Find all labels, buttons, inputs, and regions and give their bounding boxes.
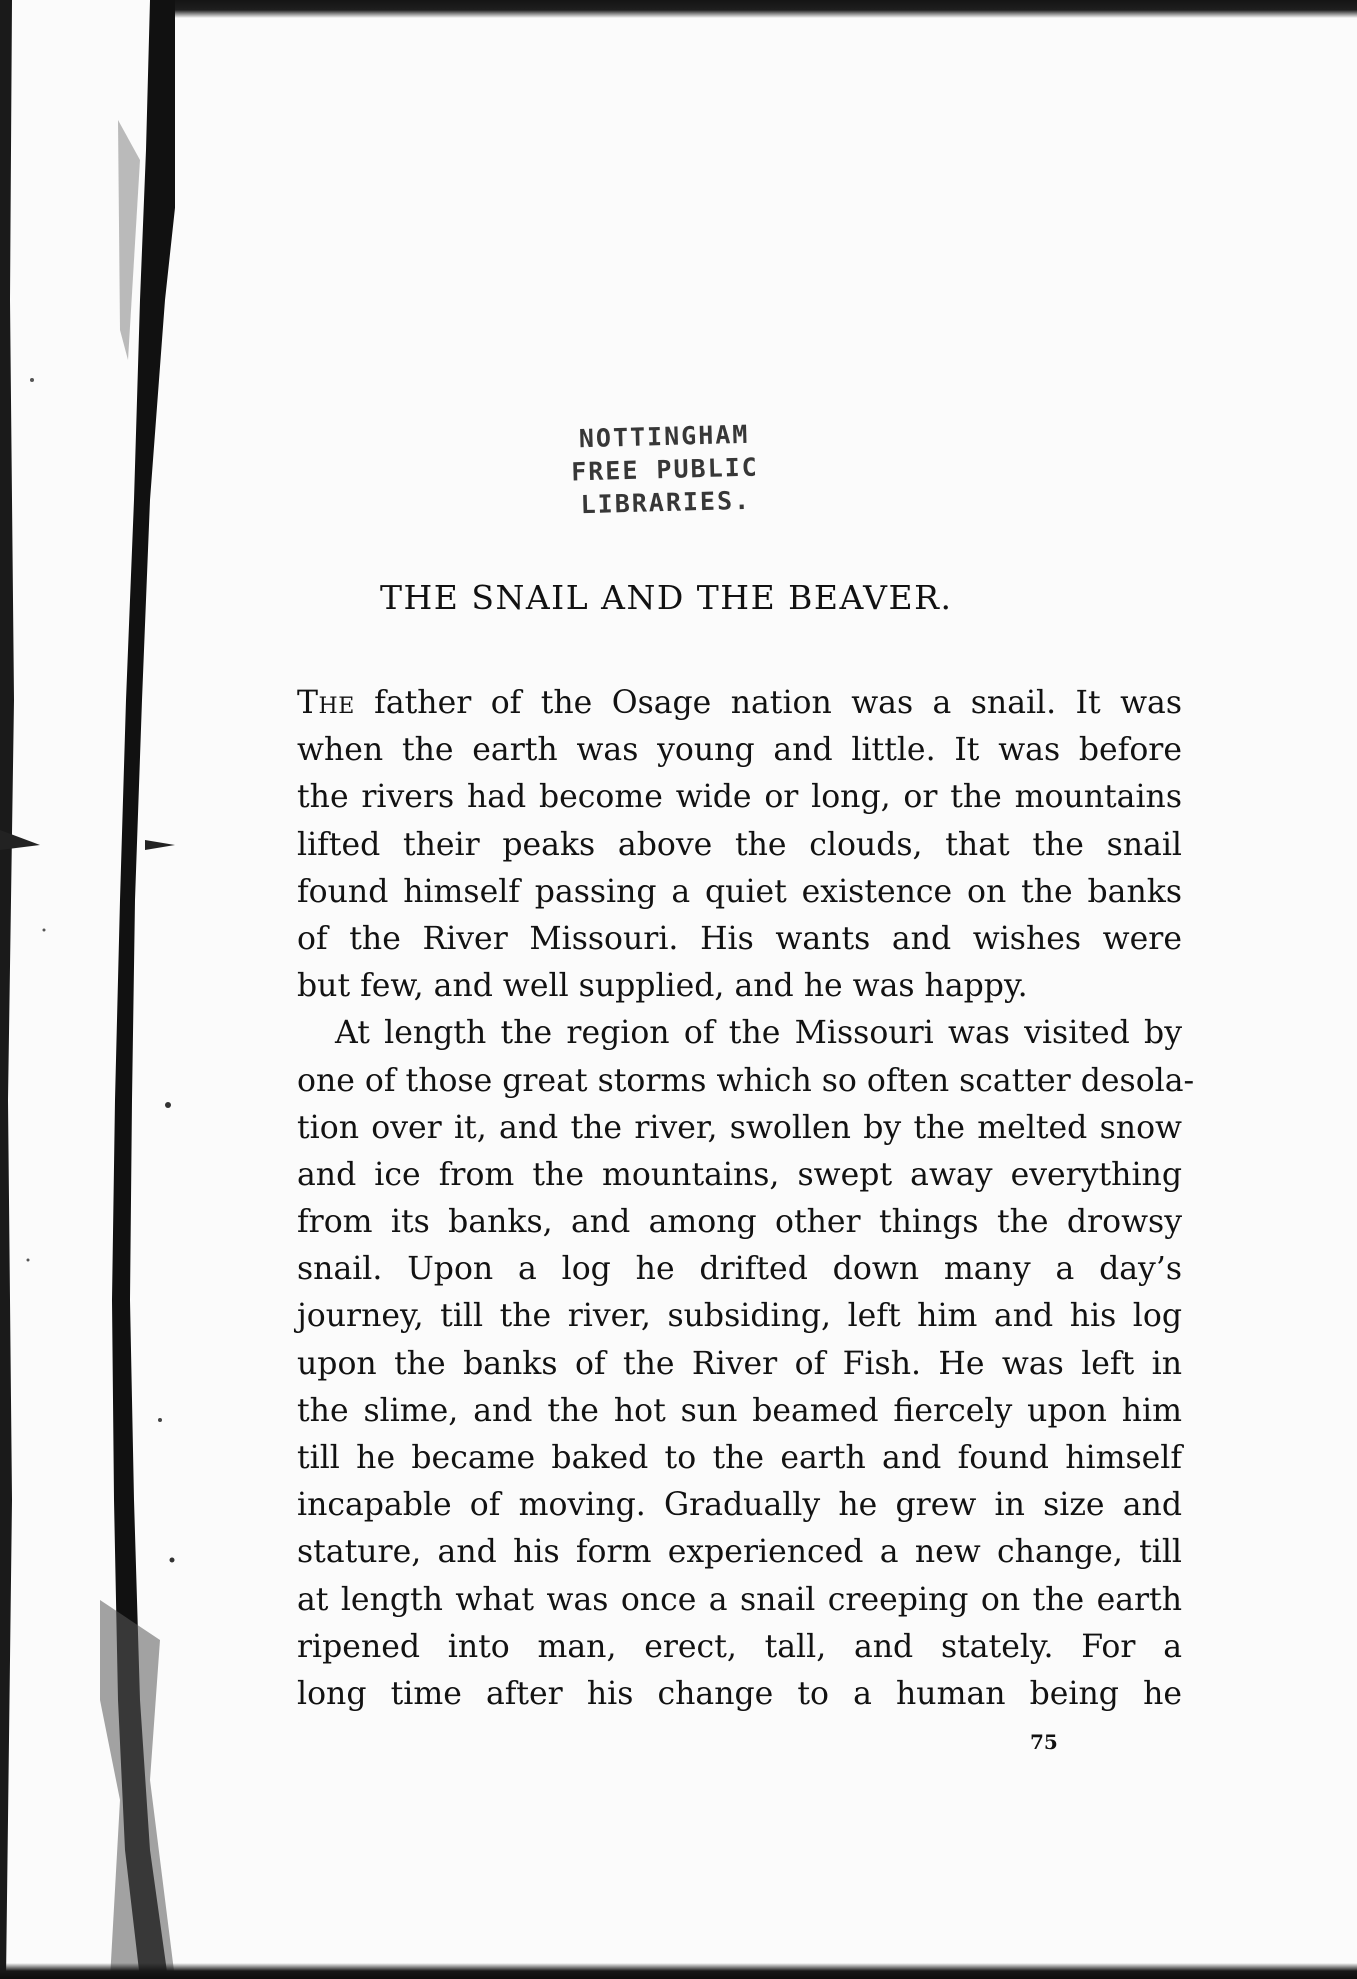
- text-line: at length what was once a snail creeping on the earth: [297, 1581, 1182, 1618]
- text-line: till he became baked to the earth and found himself: [297, 1440, 1182, 1476]
- text-line: from its banks, and among other things the drowsy: [297, 1204, 1182, 1241]
- library-stamp: [524, 416, 806, 522]
- opening-word: The: [297, 685, 355, 721]
- text-line: long time after his change to a human being he: [297, 1675, 1182, 1712]
- text-line: incapable of moving. Gradually he grew in size and: [297, 1487, 1182, 1524]
- stamp-line-3: LIBRARIES.: [580, 485, 752, 520]
- text-line-content: father of the Osage nation was a snail. It was: [354, 685, 1182, 721]
- book-spine-edge: [0, 0, 175, 1979]
- text-line: [297, 680, 1182, 727]
- text-line: tion over it, and the river, swollen by the melted snow: [297, 1109, 1182, 1146]
- chapter-title: THE SNAIL AND THE BEAVER.: [380, 578, 953, 617]
- text-line: found himself passing a quiet existence on the banks: [297, 873, 1182, 910]
- body-text: [297, 680, 1195, 1718]
- bottom-page-edge: [0, 1963, 1357, 1979]
- text-line: of the River Missouri. His wants and wishes were: [297, 920, 1182, 957]
- text-line: stature, and his form experienced a new change, till: [297, 1534, 1182, 1571]
- text-line: but few, and well supplied, and he was happy.: [297, 968, 1028, 1005]
- text-line: journey, till the river, subsiding, left him and his log: [297, 1298, 1182, 1335]
- stamp-line-1: NOTTINGHAM: [578, 419, 750, 454]
- text-line: the slime, and the hot sun beamed fiercely upon him: [297, 1392, 1182, 1429]
- text-line: At length the region of the Missouri was visited by: [335, 1015, 1182, 1052]
- text-line: the rivers had become wide or long, or the mountains: [297, 779, 1182, 816]
- text-line: when the earth was young and little. It was before: [297, 732, 1182, 769]
- stamp-line-2: FREE PUBLIC: [570, 452, 760, 487]
- text-line: upon the banks of the River of Fish. He was left in: [297, 1345, 1182, 1382]
- text-line: ripened into man, erect, tall, and stately. For a: [297, 1628, 1182, 1665]
- page-number: 75: [1030, 1730, 1058, 1754]
- text-line: one of those great storms which so often scatter desola-: [297, 1062, 1195, 1099]
- text-line: and ice from the mountains, swept away everything: [297, 1156, 1182, 1193]
- text-line: snail. Upon a log he drifted down many a day’s: [297, 1251, 1182, 1288]
- top-page-edge: [0, 0, 1357, 18]
- text-line: lifted their peaks above the clouds, that the snail: [297, 826, 1182, 863]
